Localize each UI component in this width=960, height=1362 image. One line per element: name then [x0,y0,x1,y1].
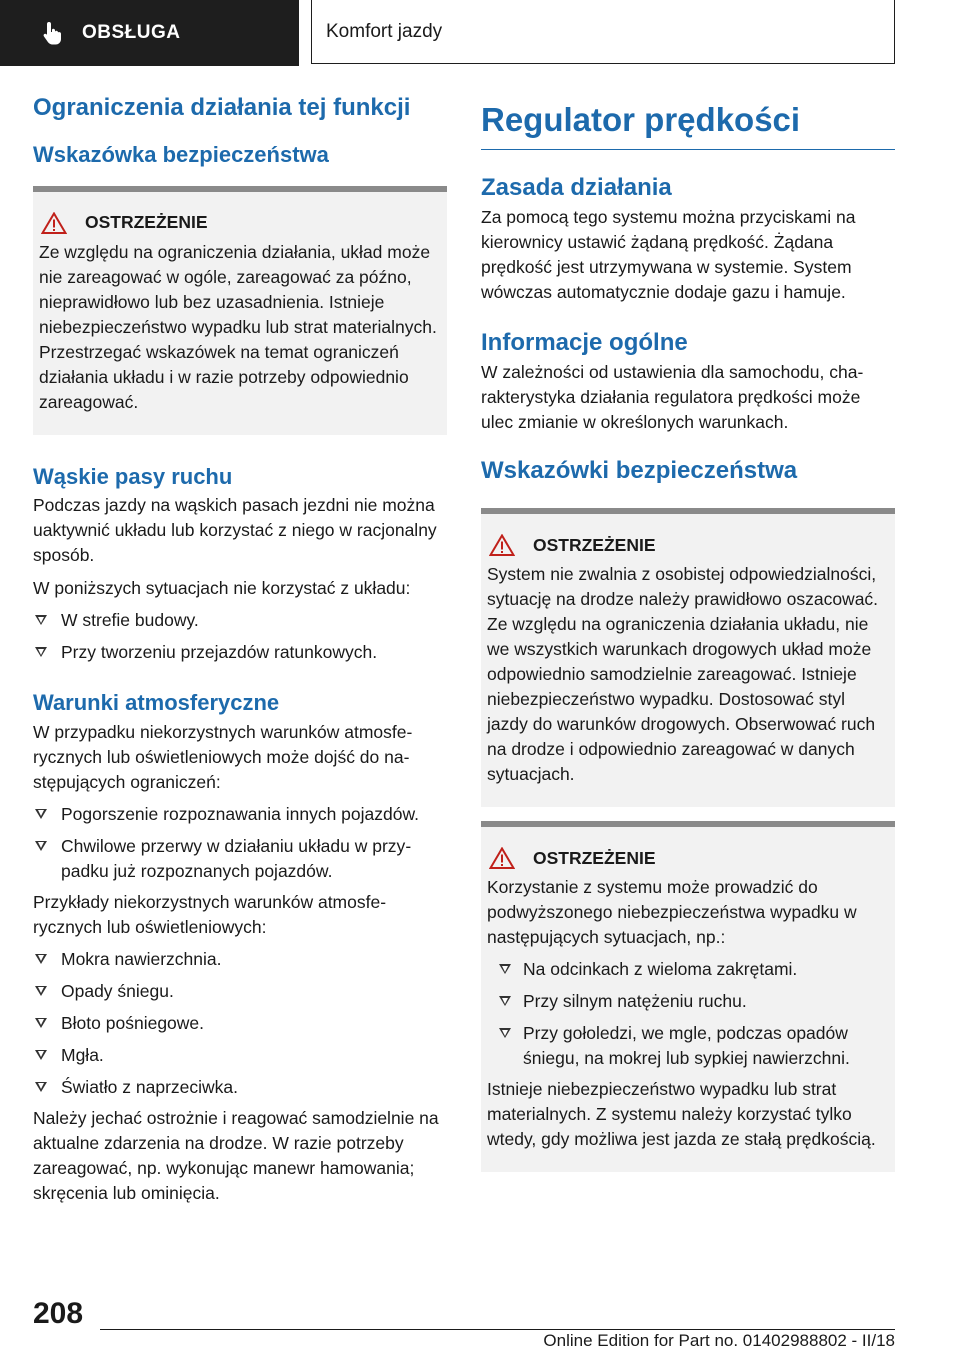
triangle-bullet-icon [35,1018,47,1028]
warning-title: OSTRZEŻENIE [487,847,885,869]
triangle-bullet-icon [35,841,47,851]
warning-text: Ze względu na ograniczenia działania, układ może nie zareagować w ogóle, zareagować za późno, nieprawidłowo lub bez uzasadnienia. Istnieje niebezpieczeństwo wypadku lub strat materialnych. Przestrzegać wskazówek na temat ograniczeń działania układu i w razie potrzeby odpowiednio zareagować. [39,241,437,412]
paragraph: Należy jechać ostrożnie i reagować samodzielnie na aktualne zdarzenia na drodze. W razie potrzeby zareagować, np. wykonując manewr hamowania; skręcenia lub ominięcia. [33,1107,439,1203]
warning-text: Korzystanie z systemu może prowadzić do podwyższonego niebezpieczeństwa wypadku w następujących sytuacjach, np.: [487,877,857,948]
list-item: Mokra nawierzchnia. [33,947,447,972]
list-item: W strefie budowy. [33,608,447,633]
heading-function-limits: Ograniczenia działania tej funkcji [33,94,411,121]
heading-safety-notes: Wskazówki bezpieczeństwa [481,456,798,484]
heading-safety-note: Wskazówka bezpieczeństwa [33,142,329,168]
heading-general-info: Informacje ogólne [481,328,688,356]
triangle-bullet-icon [499,1028,511,1038]
right-column [481,98,895,1172]
list-item: Światło z naprzeciwka. [33,1075,447,1100]
list-item: Pogorszenie rozpoznawania innych pojazdów. [33,802,447,827]
paragraph: Za pomocą tego systemu można przyciskami na kierownicy ustawić żądaną prędkość. Żądana prędkość jest utrzymywana w systemie. System wówczas automatycznie dodaje gazu i hamuje. [481,206,856,302]
footer-divider [100,1329,895,1330]
heading-cruise-control: Regulator prędkości [481,98,895,150]
header-section-tab [0,0,299,66]
heading-narrow-lanes: Wąskie pasy ruchu [33,463,233,489]
paragraph: Podczas jazdy na wąskich pasach jezdni nie można uaktywnić układu lub korzystać z niego w racjonalny sposób. [33,495,437,566]
warning-triangle-icon [489,534,515,556]
list-item: Przy gołoledzi, we mgle, podczas opadów śniegu, na mokrej lub sypkiej nawierzchni. [487,1021,885,1071]
list-item: Na odcinkach z wieloma zakrętami. [487,957,885,982]
triangle-bullet-icon [499,996,511,1006]
chapter-title-box [311,0,895,64]
triangle-bullet-icon [35,986,47,996]
list-item: Błoto pośniegowe. [33,1011,447,1036]
warning-box-2 [481,508,895,807]
paragraph: Przykłady niekorzystnych warunków atmosferycznych lub oświetleniowych: [33,891,387,937]
triangle-bullet-icon [35,1082,47,1092]
warning-box-1 [33,186,447,435]
bullet-list [487,957,885,1071]
triangle-bullet-icon [499,964,511,974]
section-title: OBSŁUGA [82,22,181,43]
paragraph: W przypadku niekorzystnych warunków atmosferycznych lub oświetleniowych może dojść do następujących ograniczeń: [33,721,413,792]
warning-text: Istnieje niebezpieczeństwo wypadku lub strat materialnych. Z systemu należy korzystać tylko wtedy, gdy możliwa jest jazda ze stałą prędkością. [487,1079,876,1150]
list-item: Opady śniegu. [33,979,447,1004]
triangle-bullet-icon [35,809,47,819]
list-item: Mgła. [33,1043,447,1068]
left-column [33,92,447,1206]
chapter-title: Komfort jazdy [326,20,443,42]
heading-weather: Warunki atmosferyczne [33,690,280,716]
hand-pointer-icon [40,20,66,46]
triangle-bullet-icon [35,615,47,625]
list-item: Chwilowe przerwy w działaniu układu w przypadku już rozpoznanych pojazdów. [33,834,447,884]
paragraph: W poniższych sytuacjach nie korzystać z układu: [33,578,411,599]
warning-text: System nie zwalnia z osobistej odpowiedzialności, sytuację na drodze należy prawidłowo oszacować. Ze względu na ograniczenia działania układu, nie we wszystkich warunkach drogowych układ może odpowiednio samodzielnie zareagować. Istnieje niebezpieczeństwo wypadku. Dostosować styl jazdy do warunków drogowych. Obserwować ruch na drodze i odpowiednio zareagować w danych sytuacjach. [487,564,879,785]
triangle-bullet-icon [35,954,47,964]
bullet-list [33,608,447,665]
heading-principle: Zasada działania [481,173,672,201]
warning-triangle-icon [489,847,515,869]
triangle-bullet-icon [35,1050,47,1060]
bullet-list [33,802,447,884]
warning-title: OSTRZEŻENIE [487,534,885,556]
list-item: Przy tworzeniu przejazdów ratunkowych. [33,640,447,665]
bullet-list [33,947,447,1100]
triangle-bullet-icon [35,647,47,657]
warning-box-3 [481,821,895,1172]
footer-edition: Online Edition for Part no. 01402988802 - II/18 [543,1331,895,1350]
page-number: 208 [33,1297,84,1330]
warning-triangle-icon [41,212,67,234]
paragraph: W zależności od ustawienia dla samochodu, charakterystyka działania regulatora prędkości może ulec zmianie w określonych warunkach. [481,361,864,432]
list-item: Przy silnym natężeniu ruchu. [487,989,885,1014]
warning-title: OSTRZEŻENIE [39,212,437,234]
